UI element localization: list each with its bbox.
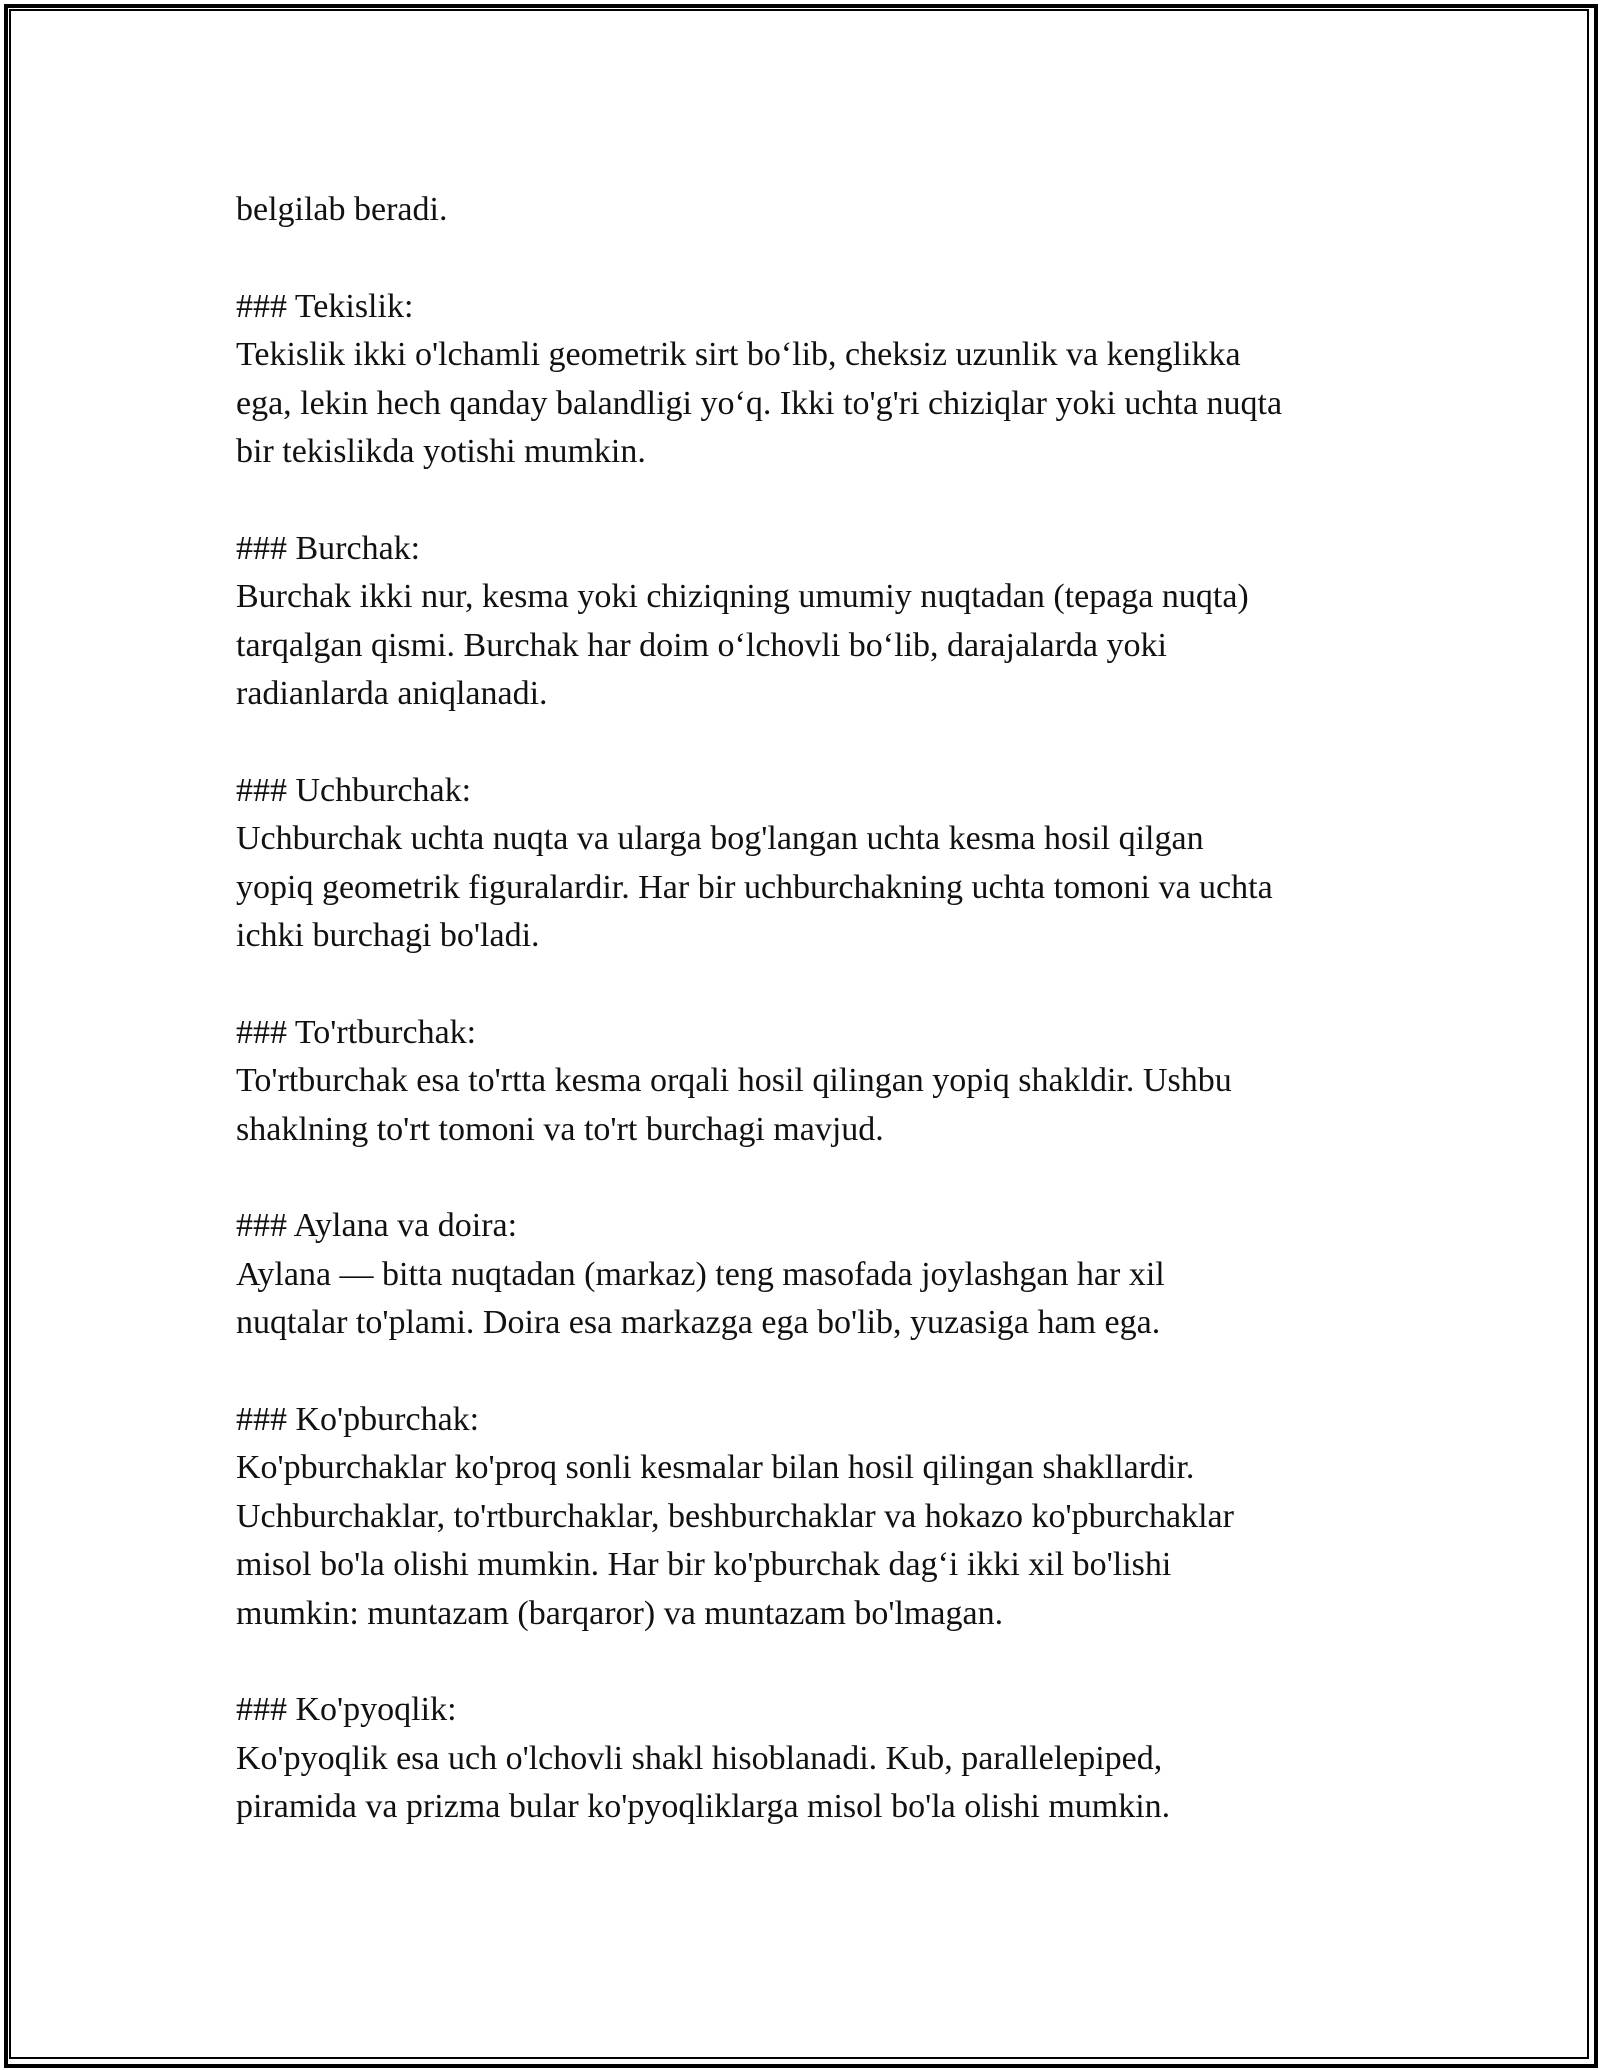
spacer [236, 960, 1386, 1008]
section-tortburchak [236, 1009, 1386, 1154]
section-heading: ### Tekislik: [236, 287, 414, 325]
section-aylana-va-doira [236, 1202, 1386, 1347]
section-kopyoqlik [236, 1686, 1386, 1831]
section-heading: ### To'rtburchak: [236, 1013, 477, 1051]
section-body: Burchak ikki nur, kesma yoki chiziqning umumiy nuqtadan (tepaga nuqta) tarqalgan qismi. Burchak har doim o‘lchovli bo‘lib, darajalarda yoki radianlarda aniqlanadi. [236, 578, 1249, 713]
section-heading: ### Uchburchak: [236, 771, 472, 809]
section-uchburchak [236, 767, 1386, 961]
section-body: Tekislik ikki o'lchamli geometrik sirt bo‘lib, cheksiz uzunlik va kenglikka ega, lekin hech qanday balandligi yo‘q. Ikki to'g'ri chiziqlar yoki uchta nuqta bir tekislikda yotishi mumkin. [236, 336, 1283, 471]
section-kopburchak [236, 1396, 1386, 1638]
section-burchak [236, 525, 1386, 719]
section-body: Ko'pyoqlik esa uch o'lchovli shakl hisoblanadi. Kub, parallelepiped, piramida va prizma bular ko'pyoqliklarga misol bo'la olishi mumkin. [236, 1739, 1171, 1826]
intro-text: belgilab beradi. [236, 191, 448, 228]
document-body [236, 186, 1386, 1832]
spacer [236, 1348, 1386, 1396]
spacer [236, 476, 1386, 524]
section-heading: ### Burchak: [236, 529, 421, 567]
section-body: Ko'pburchaklar ko'proq sonli kesmalar bilan hosil qilingan shakllardir. Uchburchaklar, to'rtburchaklar, beshburchaklar va hokazo ko'pburchaklar misol bo'la olishi mumkin. Har bir ko'pburchak dag‘i ikki xil bo'lishi mumkin: muntazam (barqaror) va muntazam bo'lmagan. [236, 1449, 1234, 1632]
spacer [236, 1638, 1386, 1686]
section-body: Uchburchak uchta nuqta va ularga bog'langan uchta kesma hosil qilgan yopiq geometrik figuralardir. Har bir uchburchakning uchta tomoni va uchta ichki burchagi bo'ladi. [236, 820, 1273, 955]
spacer [236, 1154, 1386, 1202]
section-heading: ### Aylana va doira: [236, 1207, 518, 1245]
section-body: To'rtburchak esa to'rtta kesma orqali hosil qilingan yopiq shakldir. Ushbu shaklning to'rt tomoni va to'rt burchagi mavjud. [236, 1062, 1232, 1148]
spacer [236, 234, 1386, 282]
section-tekislik [236, 283, 1386, 477]
section-body: Aylana — bitta nuqtadan (markaz) teng masofada joylashgan har xil nuqtalar to'plami. Doira esa markazga ega bo'lib, yuzasiga ham ega. [236, 1255, 1165, 1342]
spacer [236, 718, 1386, 766]
section-heading: ### Ko'pburchak: [236, 1401, 480, 1439]
section-heading: ### Ko'pyoqlik: [236, 1691, 457, 1729]
